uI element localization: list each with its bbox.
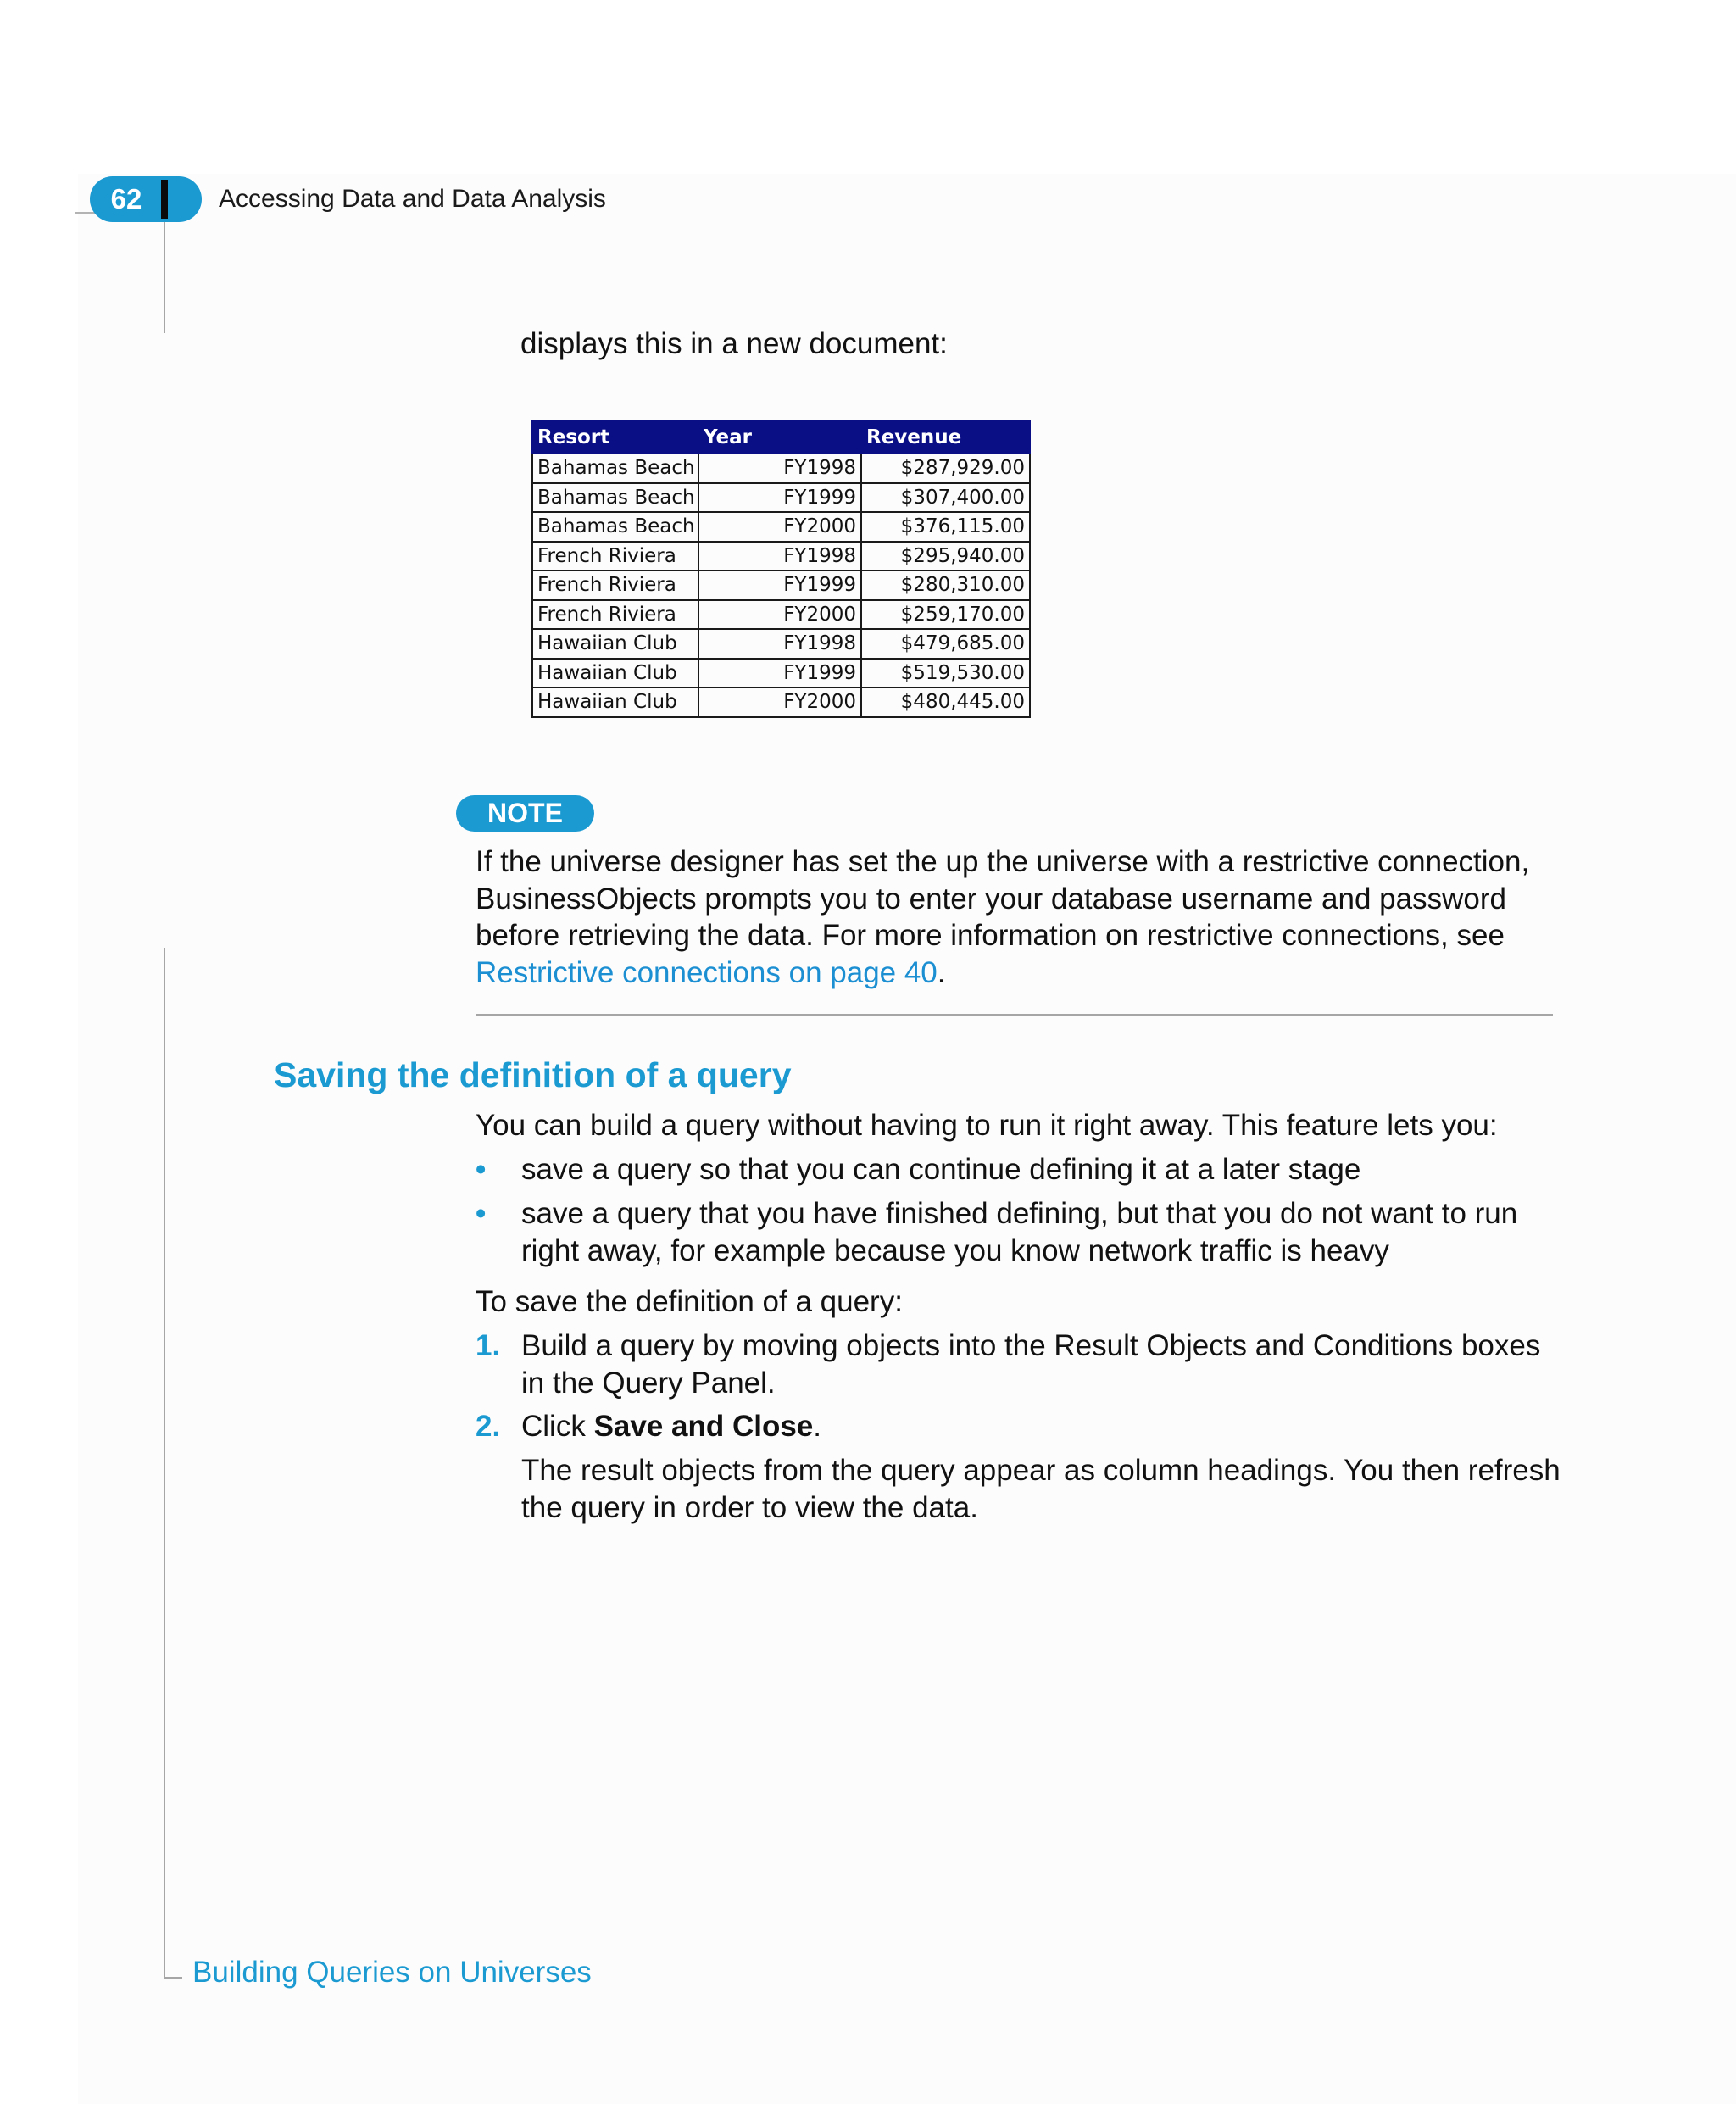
table-row [532,454,1030,483]
bullet-text: save a query so that you can continue defining it at a later stage [521,1153,1361,1186]
table-row [532,542,1030,571]
cell-year: FY1999 [698,571,861,600]
cell-resort: Hawaiian Club [532,687,698,717]
cell-revenue: $479,685.00 [861,629,1030,659]
cell-resort: French Riviera [532,600,698,630]
cell-revenue: $259,170.00 [861,600,1030,630]
table-row [532,512,1030,542]
table-header-row [532,421,1030,454]
step-text-prefix: Click [521,1410,594,1443]
table-row [532,659,1030,688]
cell-year: FY1998 [698,629,861,659]
table-row [532,687,1030,717]
column-header-year: Year [698,421,861,454]
cell-year: FY1998 [698,542,861,571]
note-end-punct: . [937,955,946,989]
restrictive-connections-link[interactable]: Restrictive connections on page 40 [476,955,938,989]
save-and-close-label: Save and Close [593,1410,814,1443]
column-header-revenue: Revenue [861,421,1030,454]
step-text-suffix: . [813,1410,822,1443]
column-header-resort: Resort [532,421,698,454]
cell-year: FY1999 [698,659,861,688]
cell-revenue: $519,530.00 [861,659,1030,688]
table-row [532,571,1030,600]
cell-resort: French Riviera [532,542,698,571]
note-divider [476,1014,1553,1016]
cell-year: FY1998 [698,454,861,483]
step-number: 2. [476,1410,501,1443]
step-item [476,1328,1569,1401]
step-text [521,1408,1569,1445]
section-heading: Saving the definition of a query [274,1055,792,1094]
step-result [476,1452,1569,1526]
cell-resort: Bahamas Beach [532,483,698,513]
cell-revenue: $295,940.00 [861,542,1030,571]
step-number: 1. [476,1329,501,1362]
step-text: Build a query by moving objects into the Result Objects and Conditions boxes in the Query Panel. [521,1329,1541,1400]
bullet-text: save a query that you have finished defining, but that you do not want to run right away, for example because you know network traffic is heavy [521,1197,1518,1267]
section-intro: You can build a query without having to run it right away. This feature lets you: [476,1109,1498,1142]
table-row [532,600,1030,630]
note-text [476,843,1577,991]
cell-resort: Hawaiian Club [532,629,698,659]
running-title: Accessing Data and Data Analysis [219,185,606,213]
cell-year: FY2000 [698,687,861,717]
step-item [476,1408,1569,1445]
step-result-text: The result objects from the query appear as column headings. You then refresh the query in order to view the data. [521,1454,1561,1524]
page-number-bar [161,180,168,219]
intro-text: displays this in a new document: [520,327,948,360]
bullet-marker: • [476,1197,487,1230]
table-row [532,483,1030,513]
table-row [532,629,1030,659]
cell-revenue: $376,115.00 [861,512,1030,542]
cell-resort: Bahamas Beach [532,512,698,542]
bullet-marker: • [476,1153,487,1186]
result-table [531,420,1031,718]
bullet-item [476,1195,1569,1269]
cell-revenue: $480,445.00 [861,687,1030,717]
procedure-intro: To save the definition of a query: [476,1285,903,1318]
cell-resort: Bahamas Beach [532,454,698,483]
margin-line-bottom [164,948,165,1979]
bullet-item [476,1151,1569,1188]
footer-title: Building Queries on Universes [192,1956,592,1989]
cell-year: FY1999 [698,483,861,513]
note-body: If the universe designer has set the up the universe with a restrictive connection, BusinessObjects prompts you to enter your database username and password before retrieving the data. For more information on restrictive connections, see [476,845,1530,952]
page-number: 62 [110,183,142,214]
margin-line-hook [164,1977,182,1979]
note-badge: NOTE [456,795,594,832]
cell-revenue: $280,310.00 [861,571,1030,600]
cell-resort: Hawaiian Club [532,659,698,688]
cell-year: FY2000 [698,600,861,630]
cell-revenue: $287,929.00 [861,454,1030,483]
cell-year: FY2000 [698,512,861,542]
cell-resort: French Riviera [532,571,698,600]
cell-revenue: $307,400.00 [861,483,1030,513]
